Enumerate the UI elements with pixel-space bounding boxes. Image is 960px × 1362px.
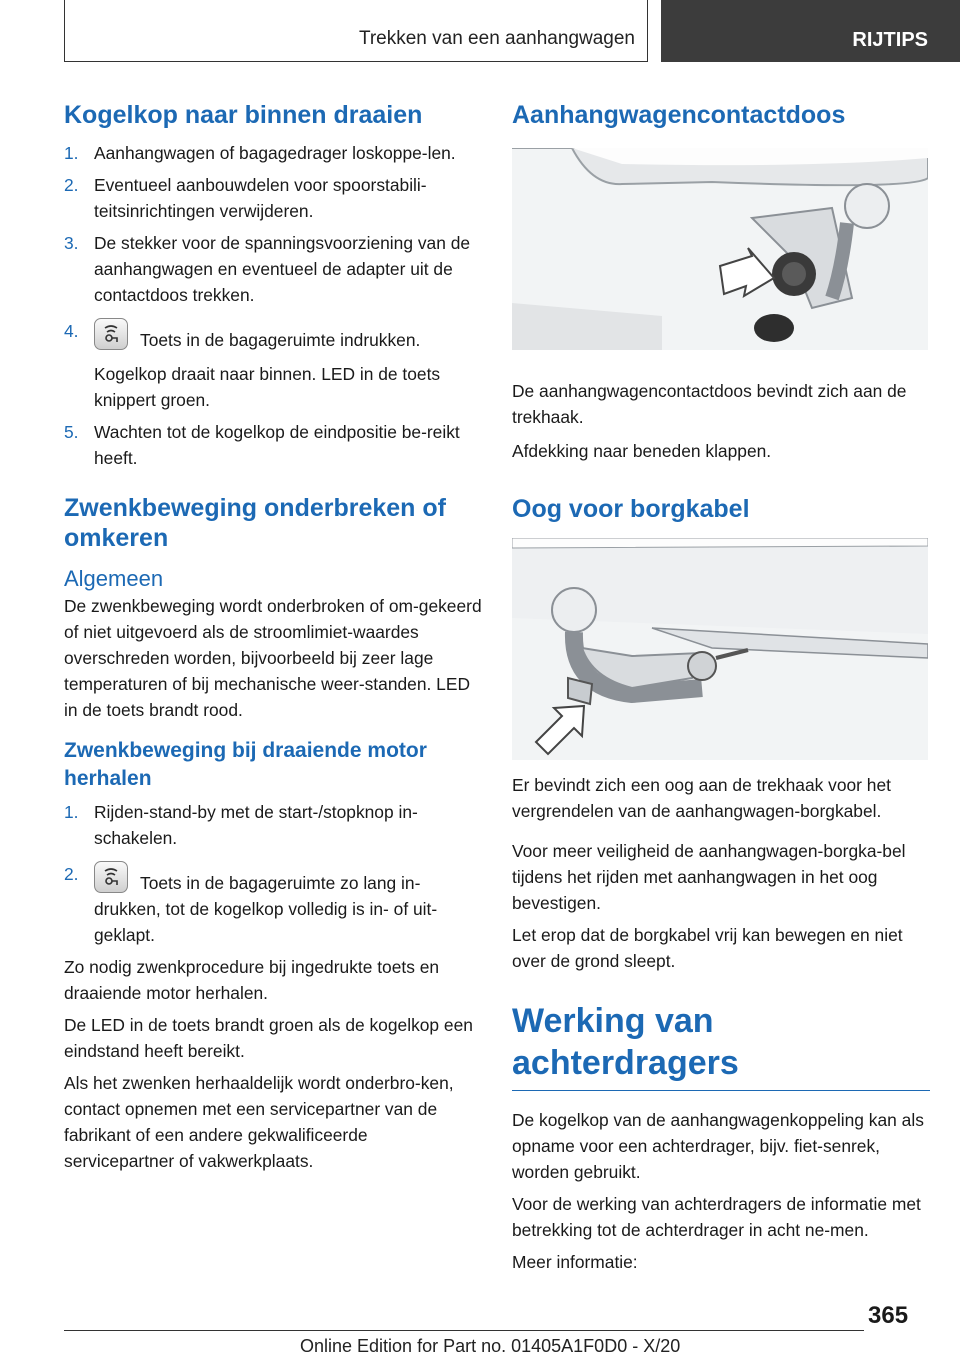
para-werking-1: De kogelkop van de aanhangwagenkoppeling kan als opname voor een achterdrager, bijv. fiet‐senrek, worden gebruikt. [512, 1110, 924, 1182]
header-section-box [661, 0, 960, 62]
list-item: 2. Toets in de bagageruimte zo lang in‐drukken, tot de kogelkop volledig is in- of uit‐geklapt. [64, 861, 482, 948]
heading-contactdoos: Aanhangwagencontactdoos [512, 101, 846, 129]
page-number: 365 [868, 1302, 909, 1329]
heading-oog: Oog voor borgkabel [512, 495, 750, 523]
step4-result: Kogelkop draait naar binnen. LED in de toets knippert groen. [94, 364, 441, 410]
para-3: Als het zwenken herhaaldelijk wordt onderbro‐ken, contact opnemen met een servicepartner van de fabrikant of een andere gekwalificeerde servicepartner of vakwerkplaats. [64, 1073, 454, 1171]
list-item: 5. Wachten tot de kogelkop de eindpositie be‐reikt heeft. [64, 422, 460, 468]
para-contact-2: Afdekking naar beneden klappen. [512, 441, 772, 461]
steps-herhalen [64, 799, 482, 948]
para-oog-1: Er bevindt zich een oog aan de trekhaak voor het vergrendelen van de aanhangwagen-borgkabel. [512, 775, 891, 821]
para-werking-2: Voor de werking van achterdragers de informatie met betrekking tot de achterdrager in acht ne‐men. [512, 1194, 921, 1240]
list-item: 1. Rijden-stand-by met de start-/stopknop in‐schakelen. [64, 802, 418, 848]
header-title: Trekken van een aanhangwagen [358, 28, 635, 49]
socket-illustration [512, 148, 928, 350]
para-1: Zo nodig zwenkprocedure bij ingedrukte toets en draaiende motor herhalen. [64, 957, 440, 1003]
trunk-button-icon [94, 318, 128, 350]
heading-werking: Werking van achterdragers [512, 1000, 930, 1091]
footer-divider [64, 1330, 864, 1331]
para-algemeen: De zwenkbeweging wordt onderbroken of om‐gekeerd of niet uitgevoerd als de stroomlimiet‐waardes overschreden worden, bijvoorbeeld bij zeer lage temperaturen of bij mechanische weer‐standen. LED in de toets brandt rood. [64, 596, 482, 720]
trunk-button-icon [94, 861, 128, 893]
heading-algemeen: Algemeen [64, 566, 164, 591]
heading-herhalen: Zwenkbeweging bij draaiende motor herhalen [64, 739, 427, 790]
header-section: RIJTIPS [852, 29, 928, 51]
right-column [512, 100, 930, 1275]
para-oog-3: Let erop dat de borgkabel vrij kan bewegen en niet over de grond sleept. [512, 925, 903, 971]
para-oog-2: Voor meer veiligheid de aanhangwagen-borgka‐bel tijdens het rijden met aanhangwagen in het oog bevestigen. [512, 841, 906, 913]
para-werking-3: Meer informatie: [512, 1252, 638, 1272]
heading-zwenk: Zwenkbeweging onderbreken of omkeren [64, 494, 446, 552]
para-2: De LED in de toets brandt groen als de kogelkop een eindstand heeft bereikt. [64, 1015, 473, 1061]
heading-kogelkop: Kogelkop naar binnen draaien [64, 101, 423, 129]
eyelet-illustration [512, 538, 928, 760]
header-title-box [64, 0, 648, 62]
left-column [64, 100, 482, 1174]
para-contact-1: De aanhangwagencontactdoos bevindt zich aan de trekhaak. [512, 381, 907, 427]
steps-kogelkop [64, 140, 482, 471]
list-item: 1. Aanhangwagen of bagagedrager loskoppe‐len. [64, 143, 456, 163]
list-item: 3. De stekker voor de spanningsvoorziening van de aanhangwagen en eventueel de adapter uit de contactdoos trekken. [64, 233, 471, 305]
footer-edition: Online Edition for Part no. 01405A1F0D0 - X/20 [300, 1336, 681, 1356]
list-item: 2. Eventueel aanbouwdelen voor spoorstabili‐teitsinrichtingen verwijderen. [64, 175, 427, 221]
list-item: 4. Toets in de bagageruimte indrukken. Kogelkop draait naar binnen. LED in de toets knippert groen. [64, 318, 482, 413]
